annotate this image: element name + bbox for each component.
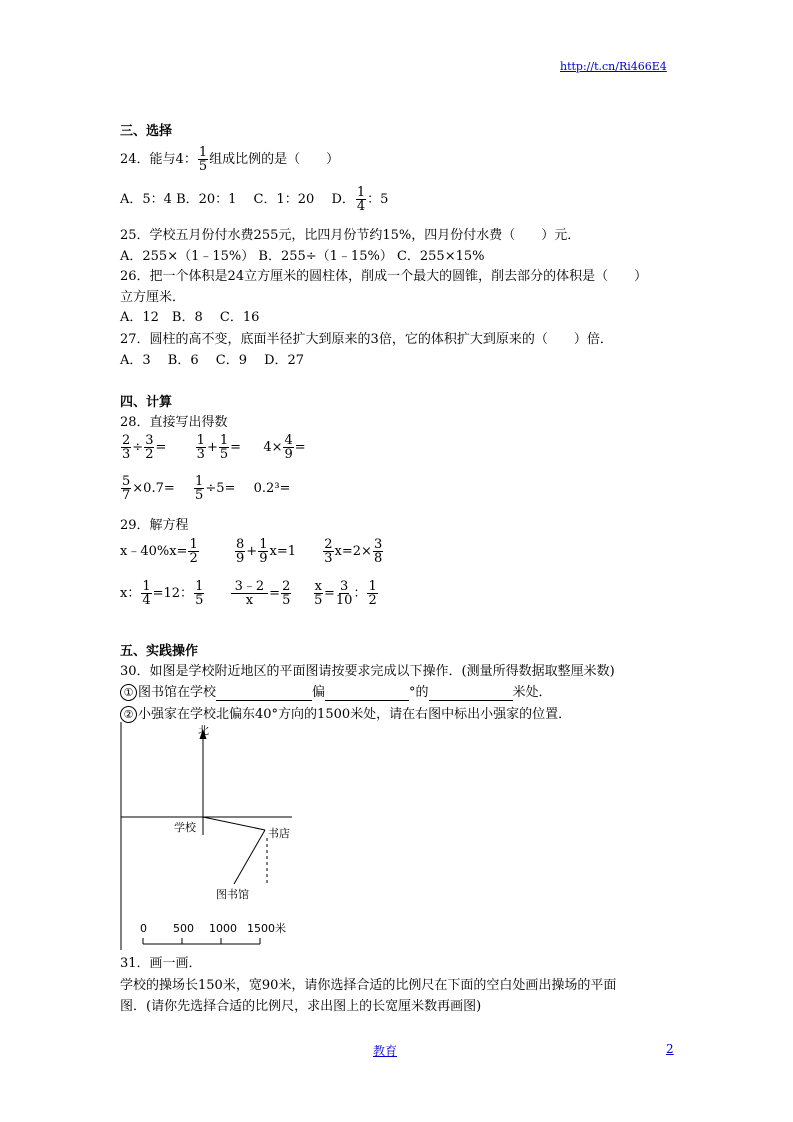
- q28-stem: 28．直接写出得数: [120, 415, 228, 430]
- q25-options: A．255×（1﹣15%） B．255÷（1﹣15%） C．255×15%: [120, 249, 485, 264]
- fraction: $\frac{3}{2}$: [145, 433, 154, 462]
- fraction: $\frac{1}{9}$: [259, 537, 268, 566]
- q30-item-2: ② 小强家在学校北偏东40°方向的1500米处，请在右图中标出小强家的位置．: [120, 703, 571, 723]
- q24-stem-b: 组成比例的是（ ）: [209, 152, 340, 167]
- q27-stem: 27．圆柱的高不变，底面半径扩大到原来的3倍，它的体积扩大到原来的（ ）倍．: [120, 332, 613, 347]
- circled-number: ①: [120, 684, 137, 701]
- q31-line-2: 图．(请你先选择合适的比例尺，求出图上的长宽厘米数再画图): [120, 999, 482, 1014]
- north-label: 北: [198, 724, 209, 737]
- school-bookstore-line: [203, 817, 265, 830]
- section-5-title: 五、实践操作: [120, 644, 199, 659]
- section-4-title: 四、计算: [120, 395, 173, 410]
- fraction: $\frac{3}{10}$: [335, 579, 353, 608]
- fraction: $\frac{2}{5}$: [282, 579, 291, 608]
- q24-opts-b: ：5: [367, 192, 389, 207]
- fraction: $\frac{1}{5}$: [195, 474, 204, 503]
- q30-stem: 30．如图是学校附近地区的平面图请按要求完成以下操作．(测量所得数据取整厘米数): [120, 664, 615, 679]
- circled-number: ②: [120, 706, 137, 723]
- q28-row-2: $\frac{5}{7}$ ×0.7= $\frac{1}{5}$ ÷5= 0.2³=: [122, 474, 291, 503]
- fraction: $\frac{1}{4}$: [356, 185, 366, 214]
- library-label: 图书馆: [216, 888, 249, 901]
- q31-stem: 31．画一画．: [120, 956, 202, 971]
- fraction: $\frac{5}{7}$: [122, 474, 131, 503]
- fraction: $\frac{1}{2}$: [368, 579, 377, 608]
- school-label: 学校: [174, 821, 196, 834]
- q31-line-1: 学校的操场长150米，宽90米，请你选择合适的比例尺在下面的空白处画出操场的平面: [120, 978, 617, 993]
- fraction: $\frac{3}{8}$: [373, 537, 383, 566]
- q30-item-1: ① 图书馆在学校 偏 °的 米处．: [120, 681, 552, 701]
- q26-options: A．12 B．8 C．16: [120, 310, 260, 325]
- q26-stem-cont: 立方厘米．: [120, 290, 186, 305]
- q29-stem: 29．解方程: [120, 518, 189, 533]
- fraction: $\frac{8}{9}$: [236, 537, 245, 566]
- bookstore-library-line: [234, 830, 265, 884]
- scale-label-0: 0: [140, 922, 147, 935]
- q26-stem: 26．把一个体积是24立方厘米的圆柱体，削成一个最大的圆锥，削去部分的体积是（ ）: [120, 269, 648, 284]
- q27-options: A．3 B．6 C．9 D．27: [120, 353, 305, 368]
- scale-label-1500: 1500米: [247, 922, 286, 935]
- q29-row-2: x： $\frac{1}{4}$ =12： $\frac{1}{5}$ $\frac{3﹣2}{x}$ = $\frac{2}{5}$ $\frac{x}{5}$ = $\frac{3}{10}$ ： $\frac{1}{2}$: [120, 579, 377, 608]
- fraction: $\frac{1}{4}$: [142, 579, 151, 608]
- bookstore-label: 书店: [268, 827, 290, 840]
- fraction: $\frac{4}{9}$: [284, 433, 293, 462]
- fraction: $\frac{1}{3}$: [196, 433, 205, 462]
- scale-label-1000: 1000: [209, 922, 237, 935]
- footer-link[interactable]: 教育: [373, 1044, 398, 1058]
- q24-opts-a: A．5：4 B．20：1 C．1：20 D．: [120, 192, 355, 207]
- fraction: $\frac{2}{3}$: [122, 433, 131, 462]
- fraction: $\frac{1}{2}$: [189, 537, 198, 566]
- fraction: $\frac{1}{5}$: [219, 433, 229, 462]
- page-number: 2: [666, 1042, 674, 1056]
- fraction: $\frac{1}{5}$: [198, 145, 208, 174]
- fraction: $\frac{1}{5}$: [195, 579, 204, 608]
- fraction: $\frac{2}{3}$: [324, 537, 333, 566]
- section-3-title: 三、选择: [120, 124, 173, 139]
- q25-stem: 25．学校五月份付水费255元，比四月份节约15%，四月份付水费（ ）元．: [120, 228, 581, 243]
- q28-row-1: $\frac{2}{3}$ ÷ $\frac{3}{2}$ = $\frac{1}{3}$ + $\frac{1}{5}$ = 4× $\frac{4}{9}$ =: [122, 433, 306, 462]
- header-url[interactable]: http://t.cn/Ri466E4: [560, 60, 667, 73]
- q29-row-1: x﹣40%x= $\frac{1}{2}$ $\frac{8}{9}$ + $\frac{1}{9}$ x=1 $\frac{2}{3}$ x=2× $\frac{3}{8}$: [120, 537, 383, 566]
- fraction: $\frac{3﹣2}{x}$: [231, 580, 269, 607]
- q24-stem-a: 24．能与4：: [120, 152, 197, 167]
- scale-label-500: 500: [173, 922, 194, 935]
- fraction: $\frac{x}{5}$: [314, 579, 323, 608]
